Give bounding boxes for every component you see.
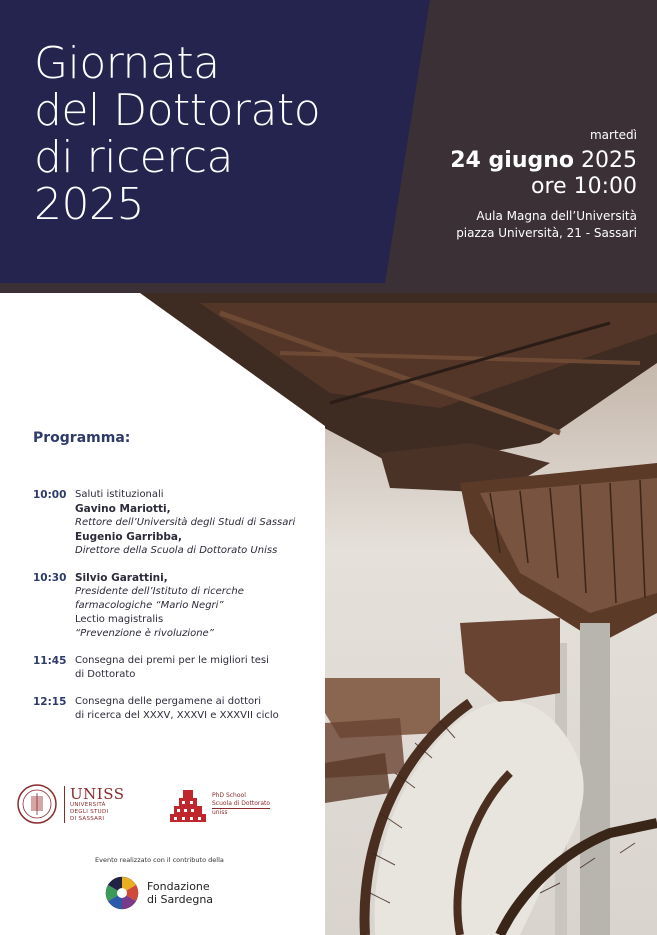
phd-line-3: uniss (212, 808, 228, 816)
programme-item (33, 488, 323, 558)
speaker-name: Gavino Mariotti, (75, 503, 171, 515)
speaker-role: farmacologiche “Mario Negri” (75, 600, 224, 611)
phd-building-icon (168, 784, 208, 824)
programme-item (33, 571, 323, 641)
phd-wordmark (212, 792, 270, 817)
date-year: 2025 (581, 148, 637, 173)
uniss-sub: DEGLI STUDI (70, 808, 109, 815)
uniss-sub: DI SASSARI (70, 815, 105, 822)
programme-list (33, 488, 323, 733)
uniss-seal-icon (16, 783, 58, 825)
item-text: Lectio magistralis (75, 614, 164, 625)
programme-item (33, 654, 323, 682)
speaker-role: Rettore dell’Università degli Studi di Sassari (75, 517, 296, 528)
item-time: 10:00 (33, 489, 67, 501)
item-body (75, 654, 323, 682)
programme-item (33, 695, 323, 723)
fondazione-wordmark (147, 880, 213, 906)
item-text: Consegna dei premi per le migliori tesi (75, 655, 269, 666)
uniss-name: UNISS (70, 784, 125, 803)
fondazione-mark-icon (105, 876, 139, 910)
title-line-2: del Dottorato (34, 85, 321, 136)
speaker-name: Silvio Garattini, (75, 572, 168, 584)
title-line-4: 2025 (34, 179, 144, 230)
title-line-1: Giornata (34, 38, 220, 89)
speaker-name: Eugenio Garribba, (75, 531, 182, 543)
item-body (75, 488, 323, 558)
contribution-note: Evento realizzato con il contributo della (95, 856, 224, 864)
item-time: 10:30 (33, 572, 67, 584)
item-text: di Dottorato (75, 669, 136, 680)
item-text: di ricerca del XXXV, XXXVI e XXXVII ciclo (75, 710, 279, 721)
phd-school-logo (168, 784, 270, 824)
item-text: Consegna delle pergamene ai dottori (75, 696, 262, 707)
lecture-title: “Prevenzione è rivoluzione” (75, 628, 214, 639)
event-date (450, 148, 637, 174)
fondazione-logo (105, 876, 213, 910)
speaker-role: Direttore della Scuola di Dottorato Uniss (75, 545, 278, 556)
item-body (75, 571, 323, 641)
programme-title: Programma: (33, 430, 131, 446)
date-day-month: 24 giugno (450, 148, 574, 173)
event-title (34, 40, 320, 228)
uniss-logo (16, 783, 124, 825)
item-time: 12:15 (33, 696, 67, 708)
item-time: 11:45 (33, 655, 67, 667)
event-time: ore 10:00 (531, 174, 637, 199)
fondazione-line-1: Fondazione (147, 880, 210, 893)
phd-line-1: PhD School (212, 791, 246, 799)
venue-line-2: piazza Università, 21 - Sassari (456, 226, 637, 240)
phd-line-2: Scuola di Dottorato (212, 799, 271, 807)
date-block (450, 128, 637, 242)
speaker-role: Presidente dell’Istituto di ricerche (75, 586, 244, 597)
title-line-3: di ricerca (34, 132, 233, 183)
weekday: martedì (589, 128, 637, 142)
uniss-wordmark (64, 786, 124, 823)
uniss-sub: UNIVERSITÀ (70, 801, 106, 808)
fondazione-line-2: di Sardegna (147, 893, 214, 906)
item-body (75, 695, 323, 723)
venue-line-1: Aula Magna dell’Università (476, 209, 637, 223)
item-text: Saluti istituzionali (75, 489, 164, 500)
